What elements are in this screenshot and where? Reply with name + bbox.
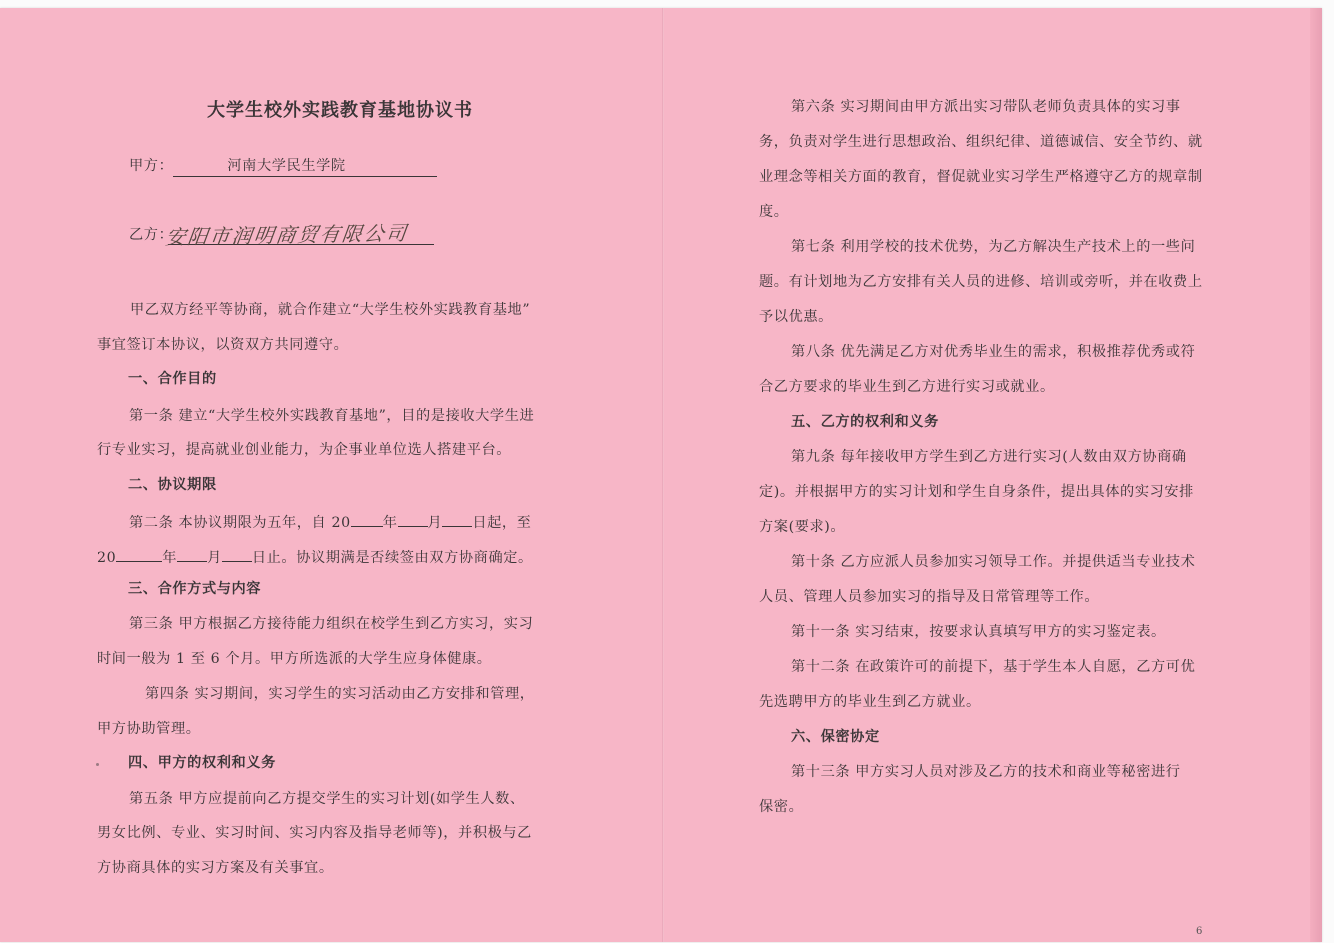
article-3-line-1: 第三条 甲方根据乙方接待能力组织在校学生到乙方实习，实习 <box>129 616 534 632</box>
party-a-label: 甲方： <box>129 158 174 174</box>
article-8-line-1: 第八条 优先满足乙方对优秀毕业生的需求，积极推荐优秀或符 <box>791 344 1196 360</box>
section-5-heading: 五、乙方的权利和义务 <box>791 414 939 430</box>
article-7-line-3: 予以优惠。 <box>759 309 833 325</box>
section-3-heading: 三、合作方式与内容 <box>128 581 262 597</box>
page-number: 6 <box>1196 926 1203 937</box>
scan-dot <box>96 763 99 766</box>
article-1-line-2: 行专业实习，提高就业创业能力，为企事业单位选人搭建平台。 <box>97 442 512 458</box>
article-12-line-2: 先选聘甲方的毕业生到乙方就业。 <box>759 694 981 710</box>
article-2-line-1: 第二条 本协议期限为五年，自 20 年 月 日起，至 <box>129 510 531 533</box>
article-13-line-1: 第十三条 甲方实习人员对涉及乙方的技术和商业等秘密进行 <box>791 764 1181 780</box>
article-4-line-2: 甲方协助管理。 <box>97 721 201 737</box>
section-4-heading: 四、甲方的权利和义务 <box>128 755 276 771</box>
article-13-line-2: 保密。 <box>759 799 804 815</box>
section-6-heading: 六、保密协定 <box>791 729 880 745</box>
right-page <box>664 8 1310 942</box>
page-edge <box>1310 8 1322 942</box>
left-page <box>0 8 662 942</box>
article-6-line-3: 业理念等相关方面的教育，督促就业实习学生严格遵守乙方的规章制 <box>759 169 1203 185</box>
section-2-heading: 二、协议期限 <box>128 477 217 493</box>
party-b-handwritten-name: 安阳市润明商贸有限公司 <box>164 220 410 250</box>
party-a-value: 河南大学民生学院 <box>173 156 437 177</box>
document-title: 大学生校外实践教育基地协议书 <box>207 100 473 121</box>
article-10-line-1: 第十条 乙方应派人员参加实习领导工作。并提供适当专业技术 <box>791 554 1196 570</box>
article-1-line-1: 第一条 建立“大学生校外实践教育基地”，目的是接收大学生进 <box>129 408 535 424</box>
article-9-line-1: 第九条 每年接收甲方学生到乙方进行实习(人数由双方协商确 <box>791 449 1187 465</box>
article-5-line-1: 第五条 甲方应提前向乙方提交学生的实习计划(如学生人数、 <box>129 791 525 807</box>
article-8-line-2: 合乙方要求的毕业生到乙方进行实习或就业。 <box>759 379 1055 395</box>
article-12-line-1: 第十二条 在政策许可的前提下，基于学生本人自愿，乙方可优 <box>791 659 1196 675</box>
intro-line-1: 甲乙双方经平等协商，就合作建立“大学生校外实践教育基地” <box>130 302 531 318</box>
article-5-line-2: 男女比例、专业、实习时间、实习内容及指导老师等)，并积极与乙 <box>97 825 532 841</box>
article-4-line-1: 第四条 实习期间，实习学生的实习活动由乙方安排和管理， <box>145 686 535 702</box>
article-3-line-2: 时间一般为 1 至 6 个月。甲方所选派的大学生应身体健康。 <box>97 651 492 667</box>
article-7-line-2: 题。有计划地为乙方安排有关人员的进修、培训或旁听，并在收费上 <box>759 274 1203 290</box>
intro-line-2: 事宜签订本协议，以资双方共同遵守。 <box>97 337 349 353</box>
article-6-line-2: 务，负责对学生进行思想政治、组织纪律、道德诚信、安全节约、就 <box>759 134 1203 150</box>
article-11-line-1: 第十一条 实习结束，按要求认真填写甲方的实习鉴定表。 <box>791 624 1166 640</box>
article-10-line-2: 人员、管理人员参加实习的指导及日常管理等工作。 <box>759 589 1100 605</box>
party-a-line <box>129 156 437 177</box>
article-9-line-2: 定)。并根据甲方的实习计划和学生自身条件，提出具体的实习安排 <box>759 484 1194 500</box>
article-6-line-1: 第六条 实习期间由甲方派出实习带队老师负责具体的实习事 <box>791 99 1181 115</box>
article-2-line-2: 20 年 月 日止。协议期满是否续签由双方协商确定。 <box>97 545 533 568</box>
section-1-heading: 一、合作目的 <box>128 371 217 387</box>
article-9-line-3: 方案(要求)。 <box>759 519 846 535</box>
article-7-line-1: 第七条 利用学校的技术优势，为乙方解决生产技术上的一些问 <box>791 239 1196 255</box>
article-6-line-4: 度。 <box>759 204 789 220</box>
article-5-line-3: 方协商具体的实习方案及有关事宜。 <box>97 860 334 876</box>
party-b-label: 乙方： <box>129 227 174 243</box>
